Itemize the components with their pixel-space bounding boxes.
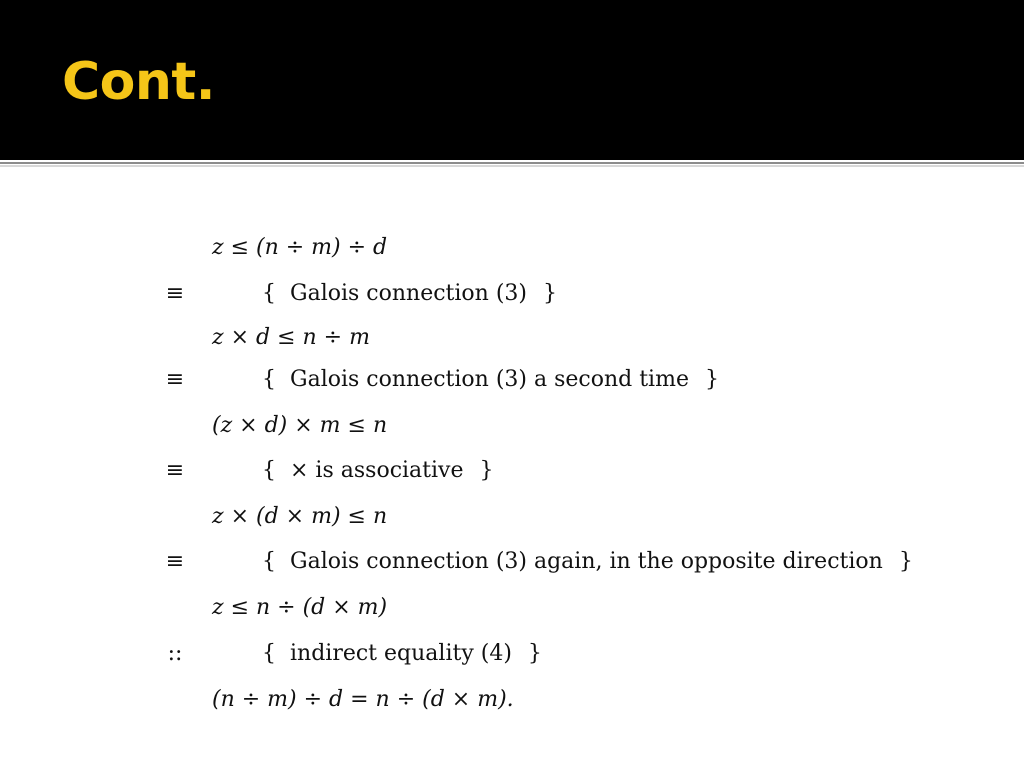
hint-open-brace: { <box>262 367 276 392</box>
hint-text: Galois connection (3) a second time <box>290 367 689 392</box>
proof-hint <box>262 640 542 668</box>
proof-hint <box>262 457 494 485</box>
hint-close-brace: } <box>479 458 494 483</box>
hint-open-brace: { <box>262 641 276 666</box>
proof-hint <box>262 366 719 394</box>
proof-relation: ≡ <box>165 458 185 483</box>
proof-relation: :: <box>167 641 183 666</box>
proof-expression: (z × d) × m ≤ n <box>212 413 388 438</box>
proof-expression: z × d ≤ n ÷ m <box>212 325 370 350</box>
proof-expression: z × (d × m) ≤ n <box>212 504 388 529</box>
proof-relation: ≡ <box>165 549 185 574</box>
hint-text: indirect equality (4) <box>290 641 512 666</box>
hint-open-brace: { <box>262 281 276 306</box>
hint-open-brace: { <box>262 458 276 483</box>
proof-hint <box>262 280 557 308</box>
proof-hint <box>262 548 913 576</box>
hint-open-brace: { <box>262 549 276 574</box>
proof-relation: ≡ <box>165 281 185 306</box>
hint-text: Galois connection (3) <box>290 281 527 306</box>
proof-expression: z ≤ n ÷ (d × m) <box>212 595 388 620</box>
proof-expression: z ≤ (n ÷ m) ÷ d <box>212 235 388 260</box>
hint-close-brace: } <box>898 549 913 574</box>
hint-text: Galois connection (3) again, in the opposite direction <box>290 549 883 574</box>
hint-close-brace: } <box>542 281 557 306</box>
hint-text: × is associative <box>290 458 464 483</box>
slide-title: Cont. <box>62 52 216 112</box>
hint-close-brace: } <box>527 641 542 666</box>
proof-relation: ≡ <box>165 367 185 392</box>
proof-conclusion: (n ÷ m) ÷ d = n ÷ (d × m). <box>212 687 514 712</box>
hint-close-brace: } <box>704 367 719 392</box>
